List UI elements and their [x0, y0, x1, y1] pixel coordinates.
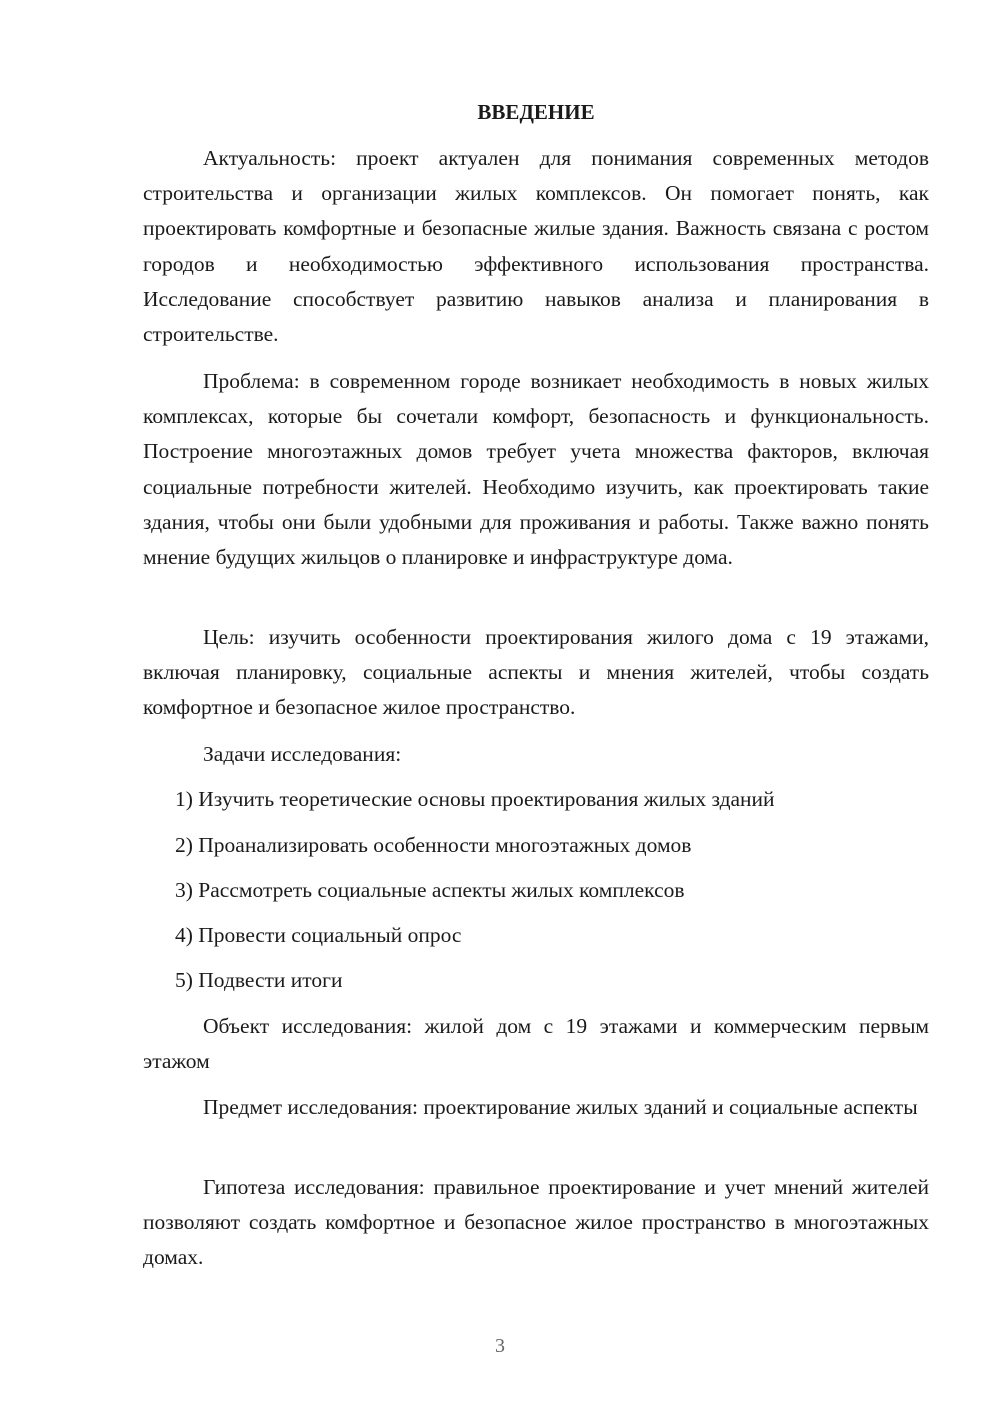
page-number: 3: [495, 1335, 505, 1357]
relevance-paragraph: Актуальность: проект актуален для понимания современных методов строительства и организации жилых комплексов. Он помогает понять, как проектировать комфортные и безопасные жилые здания. Важность связана с ростом городов и необходимостью эффективного использования пространства. Исследование способствует развитию навыков анализа и планирования в строительстве.: [143, 146, 929, 347]
page-heading: ВВЕДЕНИЕ: [477, 100, 595, 124]
subject-paragraph: Предмет исследования: проектирование жилых зданий и социальные аспекты: [203, 1095, 918, 1119]
goal-paragraph: Цель: изучить особенности проектирования жилого дома с 19 этажами, включая планировку, социальные аспекты и мнения жителей, чтобы создать комфортное и безопасное жилое пространство.: [143, 625, 929, 720]
task-item-5: 5) Подвести итоги: [175, 968, 343, 992]
tasks-title: Задачи исследования:: [203, 742, 402, 766]
task-item-1: 1) Изучить теоретические основы проектирования жилых зданий: [175, 787, 775, 811]
hypothesis-paragraph: Гипотеза исследования: правильное проектирование и учет мнений жителей позволяют создать комфортное и безопасное жилое пространство в многоэтажных домах.: [143, 1175, 929, 1270]
object-paragraph: Объект исследования: жилой дом с 19 этажами и коммерческим первым этажом: [143, 1014, 929, 1074]
problem-paragraph: Проблема: в современном городе возникает необходимость в новых жилых комплексах, которые бы сочетали комфорт, безопасность и функциональность. Построение многоэтажных домов требует учета множества факторов, включая социальные потребности жителей. Необходимо изучить, как проектировать такие здания, чтобы они были удобными для проживания и работы. Также важно понять мнение будущих жильцов о планировке и инфраструктуре дома.: [143, 369, 929, 570]
task-item-2: 2) Проанализировать особенности многоэтажных домов: [175, 833, 692, 857]
task-item-3: 3) Рассмотреть социальные аспекты жилых комплексов: [175, 878, 685, 902]
task-item-4: 4) Провести социальный опрос: [175, 923, 462, 947]
